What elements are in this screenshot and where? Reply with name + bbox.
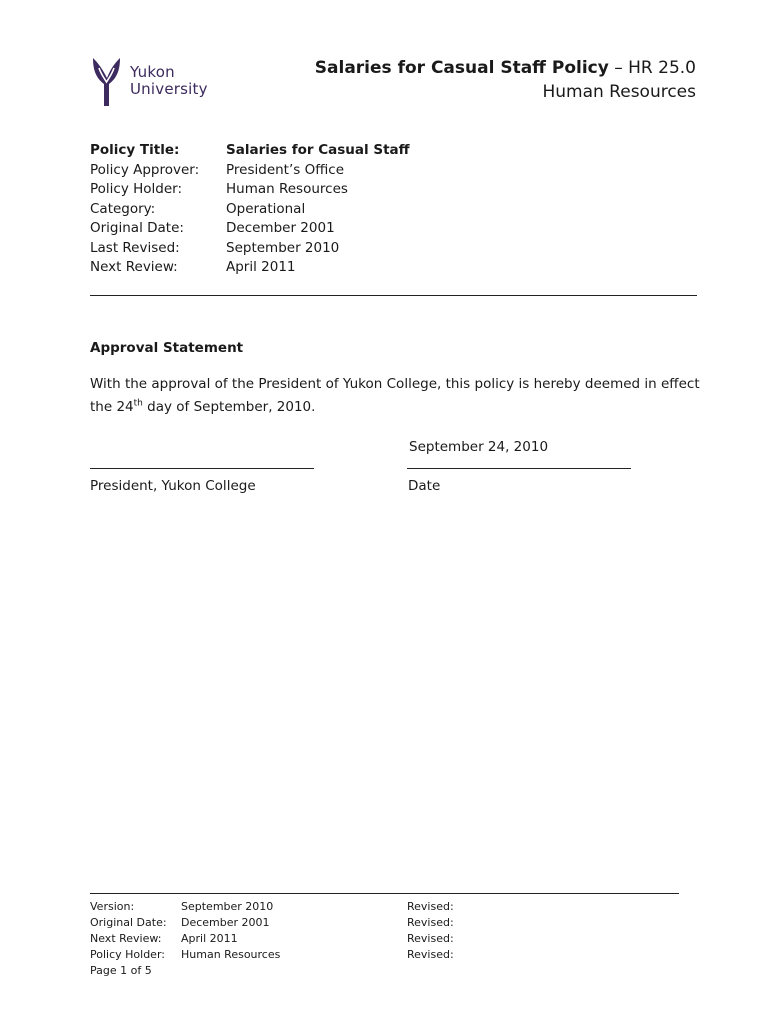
document-title <box>315 56 696 104</box>
section-divider <box>90 295 697 296</box>
meta-value: President’s Office <box>226 161 344 178</box>
meta-label: Category: <box>90 200 156 217</box>
logo-wordmark <box>130 64 208 98</box>
signature-label-date: Date <box>408 478 441 494</box>
revised-label: Revised: <box>407 932 454 945</box>
footer-divider <box>90 893 679 894</box>
footer-label: Policy Holder: <box>90 948 165 961</box>
page-number: Page 1 of 5 <box>90 964 152 977</box>
meta-value: April 2011 <box>226 259 296 275</box>
footer-label: Original Date: <box>90 916 167 929</box>
meta-row <box>90 258 410 278</box>
meta-row <box>90 161 410 181</box>
footer-row <box>90 899 280 915</box>
title-department: Human Resources <box>542 82 696 102</box>
approval-text-main: With the approval of the President of Yukon College, this policy is hereby deemed in effect the 24 <box>90 376 700 415</box>
signature-label-president: President, Yukon College <box>90 478 256 494</box>
footer-label: Version: <box>90 900 135 913</box>
approval-text-end: day of September, 2010. <box>142 399 316 415</box>
approval-heading: Approval Statement <box>90 340 244 356</box>
title-main: Salaries for Casual Staff Policy <box>314 58 609 78</box>
leaf-logo-icon <box>90 56 124 108</box>
revised-label: Revised: <box>407 900 454 913</box>
footer-revisions <box>407 899 454 963</box>
signature-line-date <box>407 468 631 469</box>
footer-row <box>90 915 280 931</box>
footer-row <box>90 947 280 963</box>
meta-row <box>90 239 410 259</box>
meta-label: Next Review: <box>90 259 178 275</box>
ordinal-suffix: th <box>133 398 143 409</box>
meta-label: Original Date: <box>90 220 184 236</box>
meta-row <box>90 141 410 161</box>
signature-line-president <box>90 468 314 469</box>
footer-label: Next Review: <box>90 932 162 945</box>
revised-label: Revised: <box>407 948 454 961</box>
approval-text <box>90 373 700 419</box>
meta-row <box>90 200 410 220</box>
footer-row <box>90 931 280 947</box>
footer-metadata <box>90 899 280 979</box>
yukon-university-logo <box>90 56 220 108</box>
footer-value: September 2010 <box>181 900 274 913</box>
title-suffix: – HR 25.0 <box>608 58 696 78</box>
meta-value: December 2001 <box>226 220 335 236</box>
meta-value: Salaries for Casual Staff <box>226 142 410 158</box>
policy-metadata <box>90 141 410 278</box>
footer-value: April 2011 <box>181 932 238 945</box>
footer-value: December 2001 <box>181 916 270 929</box>
logo-line2: University <box>130 80 208 98</box>
meta-label: Policy Approver: <box>90 161 200 178</box>
meta-value: Operational <box>226 200 306 217</box>
meta-label: Policy Title: <box>90 142 180 158</box>
meta-row <box>90 180 410 200</box>
meta-label: Policy Holder: <box>90 181 183 197</box>
meta-label: Last Revised: <box>90 239 180 256</box>
meta-value: September 2010 <box>226 239 340 256</box>
footer-value: Human Resources <box>181 948 281 961</box>
logo-line1: Yukon <box>130 63 175 81</box>
meta-row <box>90 219 410 239</box>
revised-label: Revised: <box>407 916 454 929</box>
meta-value: Human Resources <box>226 181 348 197</box>
signature-date-value: September 24, 2010 <box>409 439 549 455</box>
